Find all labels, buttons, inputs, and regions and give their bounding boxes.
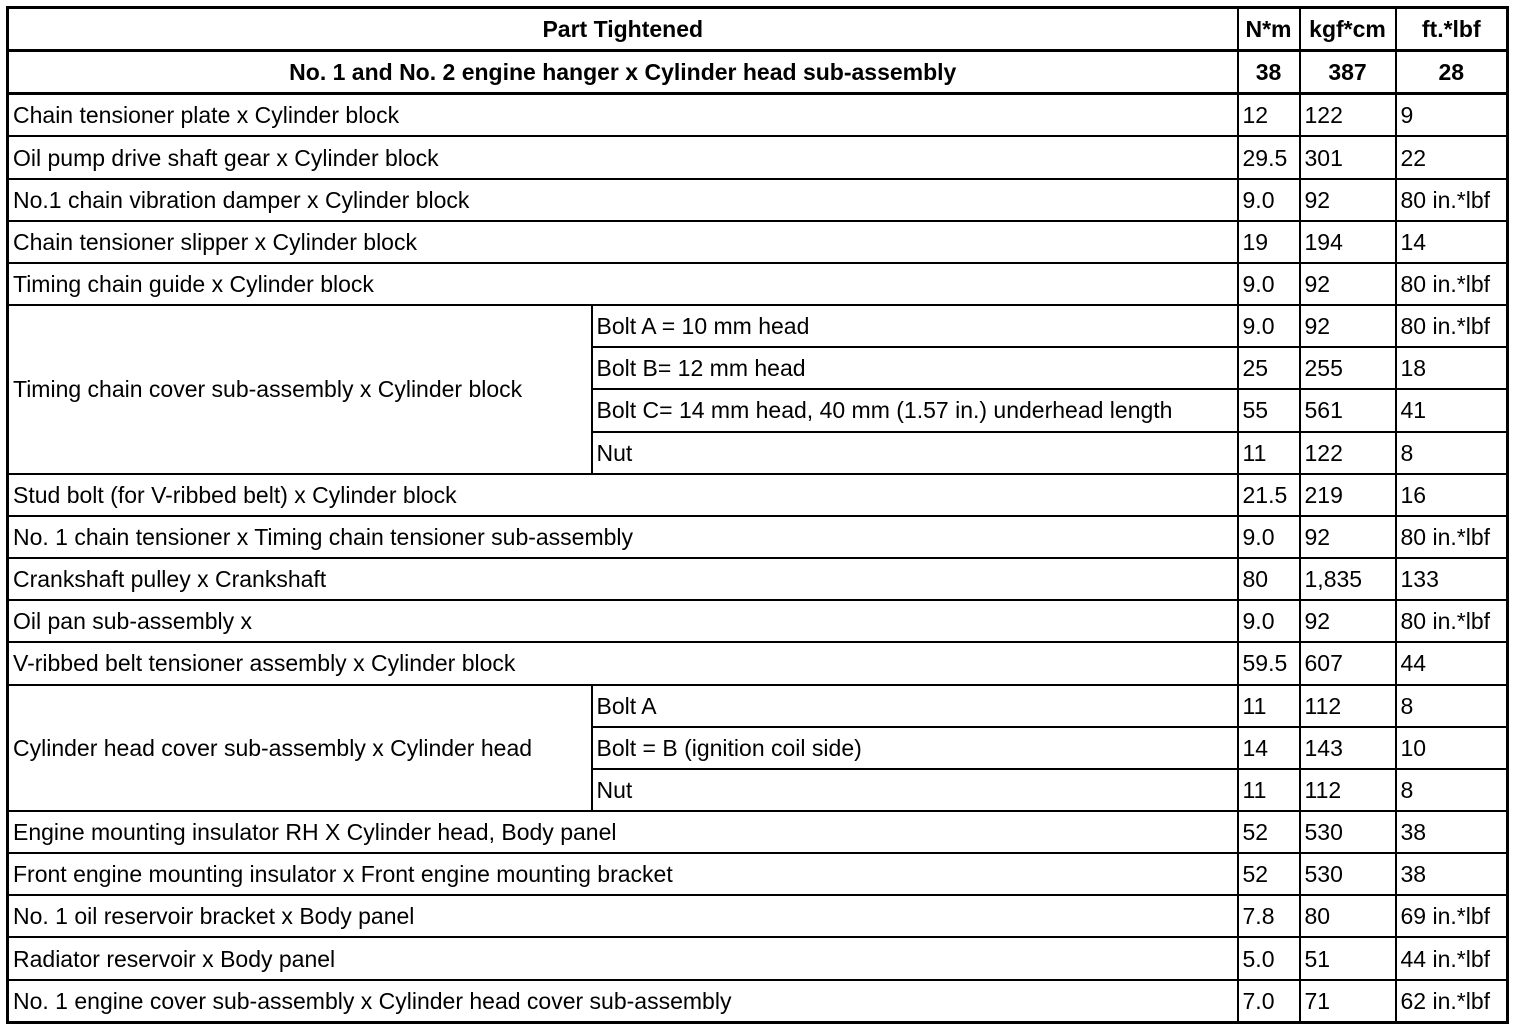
part-cell: Chain tensioner slipper x Cylinder block — [8, 221, 1238, 263]
table-row — [8, 937, 1508, 979]
kgf-cell: 80 — [1300, 895, 1396, 937]
ftlbf-cell: 38 — [1396, 811, 1508, 853]
table-row — [8, 600, 1508, 642]
part-cell: No. 1 oil reservoir bracket x Body panel — [8, 895, 1238, 937]
nm-cell: 25 — [1238, 347, 1300, 389]
table-row — [8, 136, 1508, 178]
nm-cell: 11 — [1238, 769, 1300, 811]
part-cell: Cylinder head cover sub-assembly x Cylinder head — [8, 685, 592, 811]
nm-cell: 14 — [1238, 727, 1300, 769]
sub-part-cell: Bolt C= 14 mm head, 40 mm (1.57 in.) underhead length — [592, 389, 1238, 431]
sub-part-cell: Bolt = B (ignition coil side) — [592, 727, 1238, 769]
header-ft-lbf: ft.*lbf — [1396, 8, 1508, 51]
kgf-cell: 301 — [1300, 136, 1396, 178]
ftlbf-cell: 18 — [1396, 347, 1508, 389]
part-cell: Oil pan sub-assembly x — [8, 600, 1238, 642]
table-row — [8, 516, 1508, 558]
part-cell: Timing chain cover sub-assembly x Cylinder block — [8, 305, 592, 474]
table-row — [8, 305, 1508, 347]
kgf-cell: 71 — [1300, 980, 1396, 1023]
nm-cell: 21.5 — [1238, 474, 1300, 516]
kgf-cell: 112 — [1300, 685, 1396, 727]
part-cell: Radiator reservoir x Body panel — [8, 937, 1238, 979]
table-row — [8, 263, 1508, 305]
kgf-cell: 92 — [1300, 263, 1396, 305]
table-row — [8, 474, 1508, 516]
ftlbf-cell: 8 — [1396, 769, 1508, 811]
nm-cell: 52 — [1238, 853, 1300, 895]
table-row — [8, 221, 1508, 263]
kgf-cell: 92 — [1300, 516, 1396, 558]
kgf-cell: 1,835 — [1300, 558, 1396, 600]
kgf-cell: 607 — [1300, 642, 1396, 684]
nm-cell: 52 — [1238, 811, 1300, 853]
ftlbf-cell: 38 — [1396, 853, 1508, 895]
kgf-cell: 122 — [1300, 94, 1396, 137]
ftlbf-cell: 8 — [1396, 432, 1508, 474]
nm-cell: 9.0 — [1238, 516, 1300, 558]
part-cell: No.1 chain vibration damper x Cylinder block — [8, 179, 1238, 221]
kgf-cell: 112 — [1300, 769, 1396, 811]
ftlbf-cell: 80 in.*lbf — [1396, 600, 1508, 642]
nm-cell: 19 — [1238, 221, 1300, 263]
table-row — [8, 179, 1508, 221]
header-kgf-cm: kgf*cm — [1300, 8, 1396, 51]
table-row — [8, 811, 1508, 853]
part-cell: No. 1 and No. 2 engine hanger x Cylinder head sub-assembly — [8, 51, 1238, 94]
part-cell: Chain tensioner plate x Cylinder block — [8, 94, 1238, 137]
kgf-cell: 143 — [1300, 727, 1396, 769]
ftlbf-cell: 44 — [1396, 642, 1508, 684]
nm-cell: 9.0 — [1238, 305, 1300, 347]
kgf-cell: 219 — [1300, 474, 1396, 516]
table-row — [8, 685, 1508, 727]
part-cell: Engine mounting insulator RH X Cylinder head, Body panel — [8, 811, 1238, 853]
nm-cell: 7.8 — [1238, 895, 1300, 937]
table-row — [8, 558, 1508, 600]
part-cell: No. 1 chain tensioner x Timing chain tensioner sub-assembly — [8, 516, 1238, 558]
kgf-cell: 92 — [1300, 305, 1396, 347]
ftlbf-cell: 14 — [1396, 221, 1508, 263]
ftlbf-cell: 80 in.*lbf — [1396, 516, 1508, 558]
table-row — [8, 94, 1508, 137]
kgf-cell: 194 — [1300, 221, 1396, 263]
part-cell: Stud bolt (for V-ribbed belt) x Cylinder block — [8, 474, 1238, 516]
part-cell: No. 1 engine cover sub-assembly x Cylinder head cover sub-assembly — [8, 980, 1238, 1023]
nm-cell: 80 — [1238, 558, 1300, 600]
kgf-cell: 530 — [1300, 853, 1396, 895]
sub-part-cell: Nut — [592, 769, 1238, 811]
ftlbf-cell: 41 — [1396, 389, 1508, 431]
sub-part-cell: Bolt A — [592, 685, 1238, 727]
nm-cell: 7.0 — [1238, 980, 1300, 1023]
table-row — [8, 980, 1508, 1023]
ftlbf-cell: 28 — [1396, 51, 1508, 94]
part-cell: Oil pump drive shaft gear x Cylinder block — [8, 136, 1238, 178]
nm-cell: 38 — [1238, 51, 1300, 94]
nm-cell: 29.5 — [1238, 136, 1300, 178]
kgf-cell: 51 — [1300, 937, 1396, 979]
nm-cell: 59.5 — [1238, 642, 1300, 684]
nm-cell: 5.0 — [1238, 937, 1300, 979]
ftlbf-cell: 80 in.*lbf — [1396, 263, 1508, 305]
part-cell: Front engine mounting insulator x Front engine mounting bracket — [8, 853, 1238, 895]
ftlbf-cell: 133 — [1396, 558, 1508, 600]
table-row — [8, 853, 1508, 895]
ftlbf-cell: 80 in.*lbf — [1396, 305, 1508, 347]
nm-cell: 11 — [1238, 685, 1300, 727]
ftlbf-cell: 80 in.*lbf — [1396, 179, 1508, 221]
torque-specification-table — [6, 6, 1509, 1024]
ftlbf-cell: 62 in.*lbf — [1396, 980, 1508, 1023]
header-row — [8, 8, 1508, 51]
nm-cell: 55 — [1238, 389, 1300, 431]
header-nm: N*m — [1238, 8, 1300, 51]
kgf-cell: 387 — [1300, 51, 1396, 94]
ftlbf-cell: 22 — [1396, 136, 1508, 178]
ftlbf-cell: 8 — [1396, 685, 1508, 727]
sub-part-cell: Bolt A = 10 mm head — [592, 305, 1238, 347]
part-cell: Crankshaft pulley x Crankshaft — [8, 558, 1238, 600]
kgf-cell: 122 — [1300, 432, 1396, 474]
table-row — [8, 51, 1508, 94]
nm-cell: 9.0 — [1238, 179, 1300, 221]
kgf-cell: 530 — [1300, 811, 1396, 853]
nm-cell: 9.0 — [1238, 263, 1300, 305]
table-row — [8, 642, 1508, 684]
kgf-cell: 92 — [1300, 179, 1396, 221]
nm-cell: 12 — [1238, 94, 1300, 137]
table-row — [8, 895, 1508, 937]
ftlbf-cell: 10 — [1396, 727, 1508, 769]
sub-part-cell: Nut — [592, 432, 1238, 474]
ftlbf-cell: 44 in.*lbf — [1396, 937, 1508, 979]
kgf-cell: 561 — [1300, 389, 1396, 431]
ftlbf-cell: 9 — [1396, 94, 1508, 137]
part-cell: Timing chain guide x Cylinder block — [8, 263, 1238, 305]
nm-cell: 9.0 — [1238, 600, 1300, 642]
kgf-cell: 92 — [1300, 600, 1396, 642]
ftlbf-cell: 16 — [1396, 474, 1508, 516]
header-part-tightened: Part Tightened — [8, 8, 1238, 51]
ftlbf-cell: 69 in.*lbf — [1396, 895, 1508, 937]
nm-cell: 11 — [1238, 432, 1300, 474]
sub-part-cell: Bolt B= 12 mm head — [592, 347, 1238, 389]
part-cell: V-ribbed belt tensioner assembly x Cylinder block — [8, 642, 1238, 684]
kgf-cell: 255 — [1300, 347, 1396, 389]
